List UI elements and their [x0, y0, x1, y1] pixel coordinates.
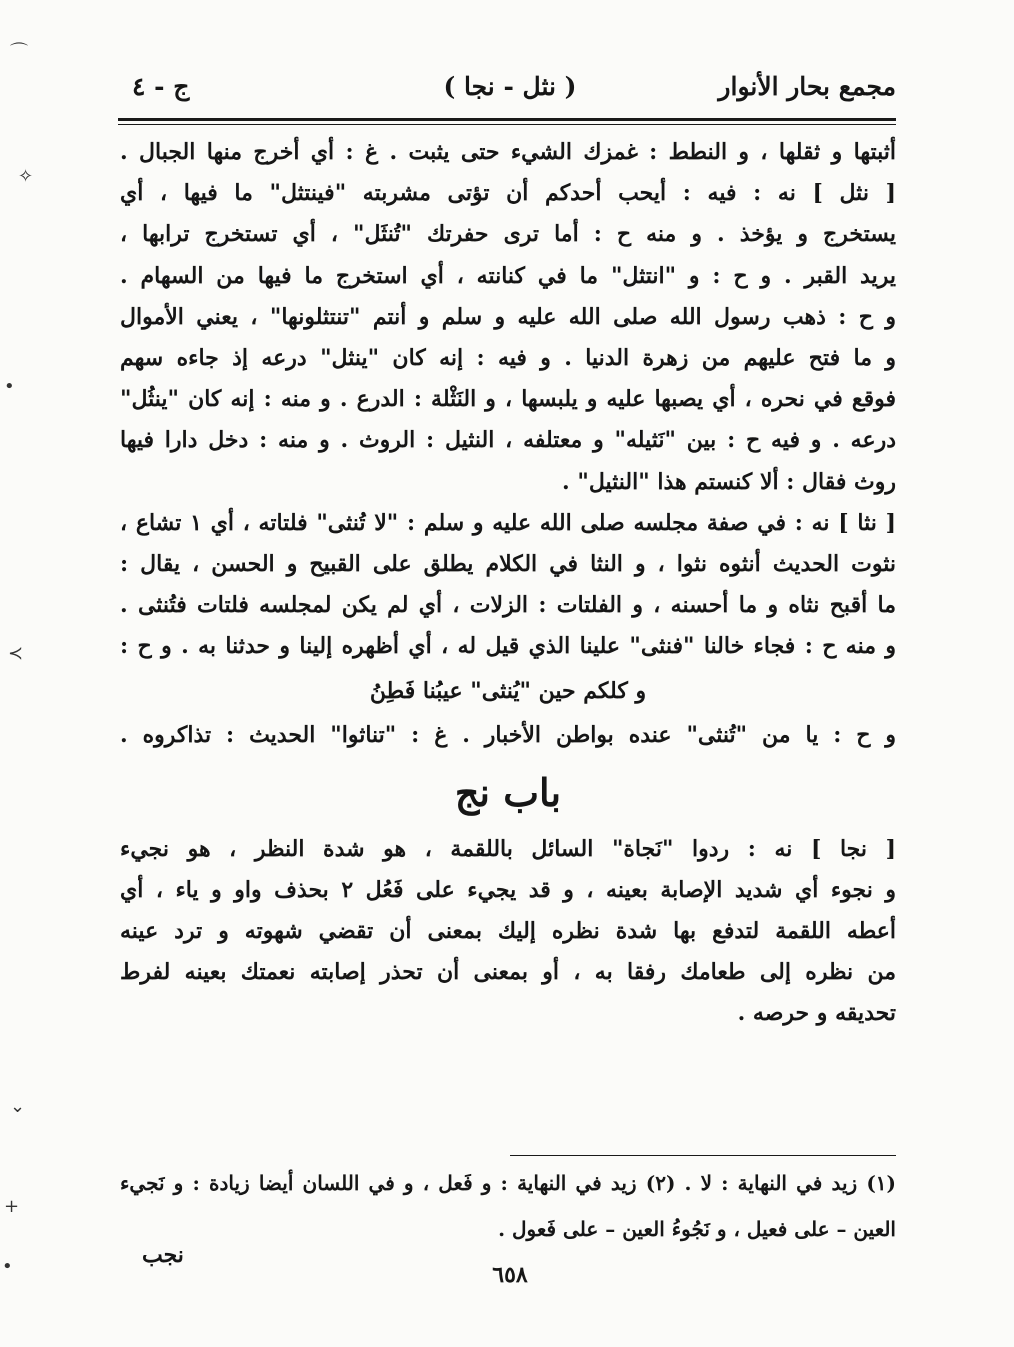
text-line: روث فقال : ألا كنستم هذا "النثيل" .	[562, 468, 896, 495]
main-text	[120, 132, 896, 1035]
text-line: و ح : يا من "تُنثى" عنده بواطن الأخبار . غ : "تناثوا" الحديث : تذاكروه .	[120, 722, 896, 749]
text-line: [ نثا ] نه : في صفة مجلسه صلى الله عليه و سلم : "لا تُنثى" فلتاته ، أي ١ تشاع ،	[120, 509, 896, 536]
book-title: مجمع بحار الأنوار	[718, 72, 896, 101]
text-line: نثوت الحديث أنثوه نثوا ، و النثا في الكلام يطلق على القبيح و الحسن ، يقال :	[120, 550, 896, 577]
text-line: أثبتها و ثقلها ، و النطط : غمزك الشيء حتى يثبت . غ : أي أخرج منها الجبال .	[120, 139, 896, 165]
text-line: يستخرج و يؤخذ . و منه ح : أما ترى حفرتك "تُنثَل" ، أي تستخرج ترابها ،	[120, 221, 896, 248]
text-line: ما أقبح نثاه و ما أحسنه ، و الفلتات : الزلات ، أي لم يكن لمجلسه فلتات فتُنثى .	[120, 592, 896, 619]
header-rule-thin	[118, 124, 896, 125]
footnotes	[120, 1160, 896, 1252]
signature-mark: نجب	[142, 1242, 184, 1268]
footnote-line: (١) زيد في النهاية : لا . (٢) زيد في النهاية : و فَعل ، و في اللسان أيضا زيادة : و نَجيء	[120, 1171, 896, 1195]
scan-speck: ✧	[18, 166, 34, 187]
scan-speck: ⌄	[10, 1096, 26, 1117]
scan-speck: ⌒	[10, 42, 28, 63]
text-line: و ما فتح عليهم من زهرة الدنيا . و فيه : إنه كان "ينثل" درعه إذ جاءه سهم	[120, 344, 896, 371]
text-line: [ نجا ] نه : ردوا "نَجاة" السائل باللقمة ، هو شدة النظر ، هو نجيء	[120, 835, 896, 862]
chapter-heading: باب نج	[454, 769, 562, 815]
header-rule-thick	[118, 118, 896, 121]
verse-line: و كلكم حين "يُنثى" عيبُنا فَطِنُ	[369, 678, 647, 705]
text-line: يريد القبر . و ح : و "انتثل" ما في كنانته ، أي استخرج ما فيها من السهام .	[120, 262, 896, 289]
text-line: درعه . و فيه ح : بين "نَثيله" و معتلفه ، النثيل : الروث . و منه : دخل دارا فيها	[120, 427, 896, 454]
text-line: و نجوء أي شديد الإصابة بعينه ، و قد يجيء على فَعُل ٢ بحذف واو و ياء ، أي	[120, 876, 896, 903]
volume-number: ج - ٤	[132, 72, 190, 101]
page-number: ٦٥٨	[492, 1262, 528, 1288]
text-line: تحديقه و حرصه .	[737, 1000, 896, 1027]
footnote-line: العين – على فعيل ، و نَجُوءُ العين – على فَعول .	[498, 1217, 896, 1241]
footnote-rule	[510, 1155, 896, 1156]
section-range: ( نثل - نجا )	[443, 72, 577, 101]
scan-speck: •	[2, 1256, 13, 1277]
text-line: و ح : ذهب رسول الله صلى الله عليه و سلم و أنتم "تنتثلونها" ، يعني الأموال	[120, 303, 896, 330]
text-line: فوقع في نحره ، أي يصبها عليه و يلبسها ، و النَثْلة : الدرع . و منه : إنه كان "ينثُل"	[120, 386, 896, 413]
scan-speck: +	[4, 1196, 20, 1217]
text-line: [ نثل ] نه : فيه : أيحب أحدكم أن تؤتى مشربته "فينتثل" ما فيها ، أي	[120, 180, 896, 207]
text-line: أعطه اللقمة لتدفع بها شدة نظره إليك بمعنى أن تقضي شهوته و ترد عينه	[120, 918, 896, 944]
text-line: و منه ح : فجاء خالنا "فنثى" علينا الذي قيل له ، أي أظهره إلينا و حدثنا به . و ح :	[120, 633, 896, 660]
scan-speck: •	[4, 376, 15, 397]
scan-speck: ≺	[8, 643, 24, 664]
text-line: من نظره إلى طعامك رفقا به ، أو بمعنى أن تحذر إصابته نعمتك بعينه لفرط	[120, 959, 896, 986]
